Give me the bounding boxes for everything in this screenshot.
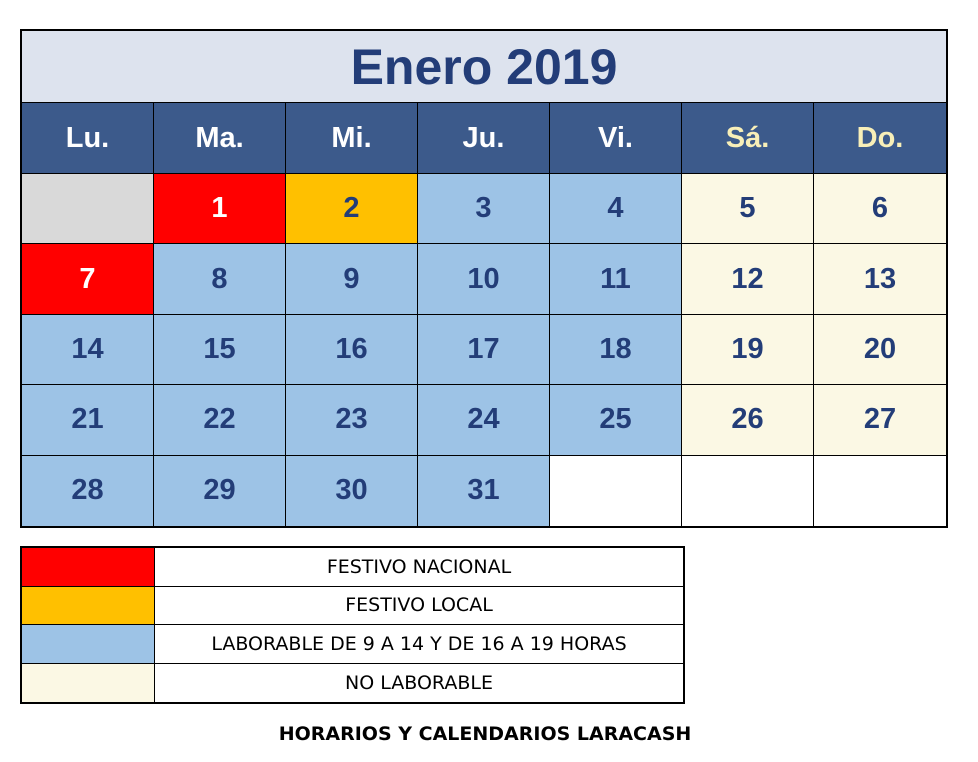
- legend-label-non-working-day: NO LABORABLE: [345, 671, 493, 694]
- day-cell-empty: [22, 174, 154, 244]
- legend-row-local-holiday: [22, 587, 683, 626]
- legend-row-national-holiday: [22, 548, 683, 587]
- legend-swatch-working-day: [22, 625, 155, 663]
- legend-label-national-holiday: FESTIVO NACIONAL: [326, 555, 512, 578]
- legend-label-local-holiday: FESTIVO LOCAL: [345, 594, 493, 617]
- day-cell-5: 5: [682, 174, 814, 244]
- day-cell-6: 6: [814, 174, 946, 244]
- day-cell-empty: [550, 456, 682, 526]
- day-cell-15: 15: [154, 315, 286, 385]
- legend-row-working-day: [22, 625, 683, 664]
- day-cell-26: 26: [682, 385, 814, 455]
- weekday-thursday: Ju.: [418, 103, 550, 173]
- day-cell-4: 4: [550, 174, 682, 244]
- day-cell-empty: [682, 456, 814, 526]
- day-cell-29: 29: [154, 456, 286, 526]
- day-cell-11: 11: [550, 244, 682, 314]
- weekday-header-row: [22, 103, 946, 174]
- day-cell-12: 12: [682, 244, 814, 314]
- day-cell-24: 24: [418, 385, 550, 455]
- day-cell-14: 14: [22, 315, 154, 385]
- day-cell-16: 16: [286, 315, 418, 385]
- weekday-friday: Vi.: [550, 103, 682, 173]
- calendar: [20, 29, 948, 528]
- day-cell-3: 3: [418, 174, 550, 244]
- calendar-title: Enero 2019: [22, 31, 946, 103]
- day-cell-27: 27: [814, 385, 946, 455]
- footer-caption: HORARIOS Y CALENDARIOS LARACASH: [278, 723, 692, 745]
- weekday-saturday: Sá.: [682, 103, 814, 173]
- day-cell-7: 7: [22, 244, 154, 314]
- day-cell-10: 10: [418, 244, 550, 314]
- weekday-wednesday: Mi.: [286, 103, 418, 173]
- legend-swatch-non-working-day: [22, 664, 155, 703]
- legend-label-working-day: LABORABLE DE 9 A 14 Y DE 16 A 19 HORAS: [211, 632, 627, 655]
- day-cell-8: 8: [154, 244, 286, 314]
- day-cell-17: 17: [418, 315, 550, 385]
- day-cell-20: 20: [814, 315, 946, 385]
- day-cell-22: 22: [154, 385, 286, 455]
- weekday-sunday: Do.: [856, 121, 904, 154]
- day-cell-18: 18: [550, 315, 682, 385]
- day-cell-empty: [814, 456, 946, 526]
- day-cell-1: 1: [154, 174, 286, 244]
- legend: [20, 546, 685, 704]
- day-cell-19: 19: [682, 315, 814, 385]
- day-cell-9: 9: [286, 244, 418, 314]
- legend-swatch-local-holiday: [22, 587, 155, 625]
- legend-row-non-working-day: [22, 664, 683, 703]
- day-cell-28: 28: [22, 456, 154, 526]
- weekday-tuesday: Ma.: [154, 103, 286, 173]
- day-cell-31: 31: [418, 456, 550, 526]
- day-cell-30: 30: [286, 456, 418, 526]
- day-cell-21: 21: [22, 385, 154, 455]
- day-cell-23: 23: [286, 385, 418, 455]
- day-cell-2: 2: [286, 174, 418, 244]
- day-cell-13: 13: [814, 244, 946, 314]
- weekday-monday: Lu.: [22, 103, 154, 173]
- day-grid: [22, 174, 946, 526]
- legend-swatch-national-holiday: [22, 548, 155, 586]
- day-cell-25: 25: [550, 385, 682, 455]
